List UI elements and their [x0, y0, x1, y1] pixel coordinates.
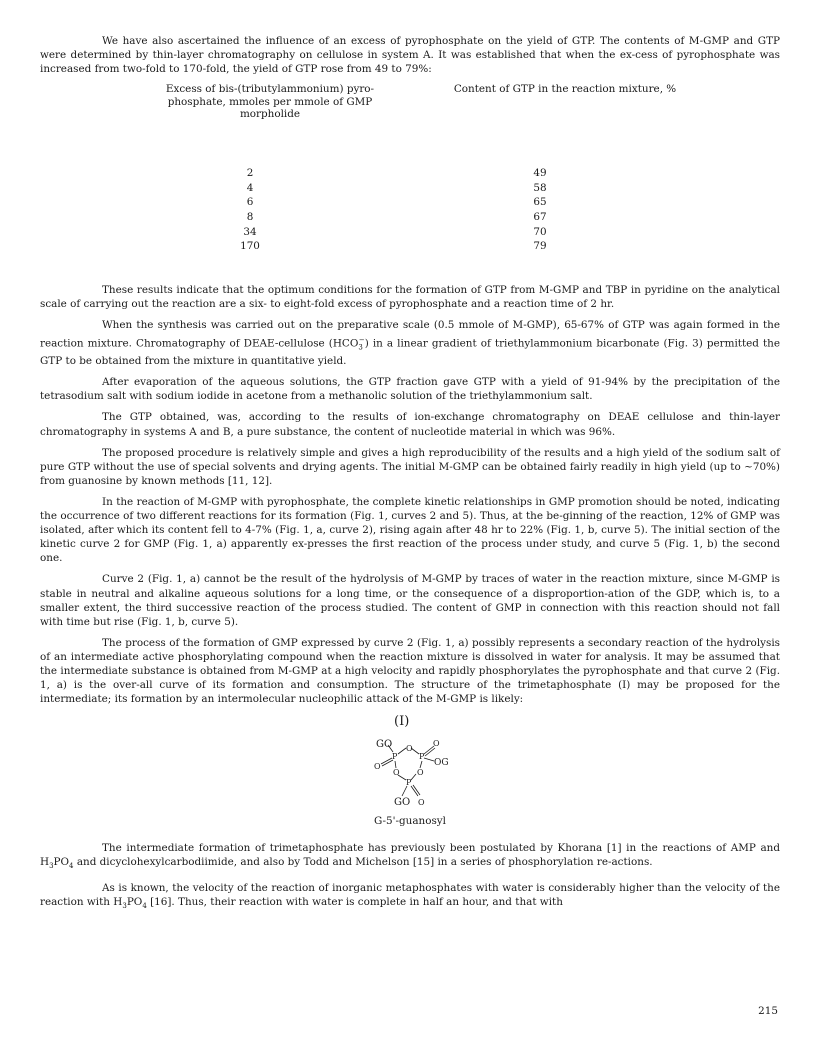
table-rows	[40, 167, 780, 255]
table-row	[40, 226, 780, 241]
atom-go-top: GO	[376, 739, 393, 751]
structure-drawing	[348, 713, 468, 813]
atom-go-bottom: GO	[394, 797, 411, 809]
paragraph-optimum: These results indicate that the optimum conditions for the formation of GTP from M-GMP and TBP in pyridine on the analytical scale of carrying out the reaction are a six- to eight-fold excess of pyrophosphate and a reaction time of 2 hr.	[40, 284, 780, 311]
paragraph-curve2: Curve 2 (Fig. 1, a) cannot be the result of the hydrolysis of M-GMP by traces of water in the reaction mixture, since M-GMP is stable in neutral and alkaline aqueous solutions for a long time, or the consequence of a disproportion-ation of the GDP, which is, to a smaller extent, the third successive reaction of the process studied. The content of GMP in connection with this reaction should not fall with time but rise (Fig. 1, b, curve 5).	[40, 573, 780, 628]
trimetaphosphate-structure	[40, 713, 780, 813]
pyrophosphate-table	[40, 83, 780, 277]
excess-cell: 2	[246, 167, 254, 180]
table-row	[40, 196, 780, 211]
excess-cell: 6	[246, 196, 254, 209]
gtp-cell: 58	[533, 181, 547, 194]
excess-cell: 170	[240, 240, 260, 253]
atom-p-right: P	[419, 752, 425, 762]
structure-label: (I)	[394, 714, 410, 730]
paragraph-preparative: When the synthesis was carried out on the preparative scale (0.5 mmole of M-GMP), 65-67% of GTP was again formed in the reaction mixture. Chromatography of DEAE-cellulose $(HCO_3^-)$ in a linear gradient of triethylammonium bicarbonate (Fig. 3) permitted the GTP to be obtained from the mixture in quantitative yield.	[40, 319, 781, 368]
paragraph-intermediate: The process of the formation of GMP expressed by curve 2 (Fig. 1, a) possibly represents a secondary reaction of the hydrolysis of an intermediate active phosphorylating compound when the reaction mixture is dissolved in water for analysis. It may be assumed that the intermediate substance is obtained from M-GMP at a high velocity and rapidly phosphorylates the pyrophosphate and that curve 2 (Fig. 1, a) is the over-all curve of its formation and consumption. The structure of the trimetaphosphate (I) may be proposed for the intermediate; its formation by an intermolecular nucleophilic attack of the M-GMP is likely:	[40, 636, 780, 706]
table-header-excess: Excess of bis-(tributylammonium) pyro-phosphate, mmoles per mmole of GMP morpholide	[165, 83, 375, 121]
paper-page	[40, 34, 780, 920]
atom-o-double-bottom: O	[418, 798, 425, 808]
gtp-cell: 65	[533, 196, 547, 209]
gtp-cell: 79	[533, 240, 547, 253]
atom-p-bottom: P	[406, 778, 412, 788]
atom-o-left: O	[393, 768, 400, 778]
gtp-cell: 67	[533, 211, 547, 224]
atom-p-left: P	[392, 752, 398, 762]
gtp-cell: 70	[533, 225, 547, 238]
atom-o-right: O	[417, 768, 424, 778]
excess-cell: 4	[246, 181, 254, 194]
paragraph-khorana: The intermediate formation of trimetaphosphate has previously been postulated by Khorana [1] in the reactions of AMP and $H_3PO_4$ and dicyclohexylcarbodiimide, and also by Todd and Michelson [15] in a series of phosphorylation re-actions.	[40, 842, 780, 871]
table-header-gtp: Content of GTP in the reaction mixture, %	[453, 83, 677, 96]
table-row	[40, 182, 780, 197]
paragraph-purity: The GTP obtained, was, according to the results of ion-exchange chromatography on DEAE cellulose and thin-layer chromatography in systems A and B, a pure substance, the content of nucleotide material in which was 96%.	[40, 411, 780, 438]
paragraph-procedure: The proposed procedure is relatively simple and gives a high reproducibility of the results and a high yield of the sodium salt of pure GTP without the use of special solvents and drying agents. The initial M-GMP can be obtained fairly readily in high yield (up to ~70%) from guanosine by known methods [11, 12].	[40, 446, 780, 487]
atom-og-right: OG	[434, 758, 449, 769]
atom-o-double-left: O	[374, 762, 381, 772]
table-row	[40, 211, 780, 226]
atom-o-top: O	[406, 744, 413, 754]
table-row	[40, 167, 780, 182]
page-number: 215	[758, 1005, 778, 1017]
paragraph-kinetics: In the reaction of M-GMP with pyrophosphate, the complete kinetic relationships in GMP promotion should be noted, indicating the occurrence of two different reactions for its formation (Fig. 1, curves 2 and 5). Thus, at the be-ginning of the reaction, 12% of GMP was isolated, after which its content fell to 4-7% (Fig. 1, a, curve 2), rising again after 48 hr to 22% (Fig. 1, b, curve 5). The initial section of the kinetic curve 2 for GMP (Fig. 1, a) apparently ex-presses the first reaction of the process under study, and curve 5 (Fig. 1, b) the second one.	[40, 495, 780, 565]
structure-caption: G-5'-guanosyl	[374, 815, 446, 828]
gtp-cell: 49	[533, 167, 547, 180]
atom-o-double-right: O	[433, 739, 440, 749]
paragraph-evaporation: After evaporation of the aqueous solutions, the GTP fraction gave GTP with a yield of 91-94% by the precipitation of the tetrasodium salt with sodium iodide in acetone from a methanolic solution of the triethylammonium salt.	[40, 376, 780, 403]
table-row	[40, 240, 780, 255]
excess-cell: 8	[246, 211, 254, 224]
excess-cell: 34	[243, 225, 257, 238]
paragraph-velocity: As is known, the velocity of the reaction of inorganic metaphosphates with water is considerably higher than the velocity of the reaction with $H_3PO_4$ [16]. Thus, their reaction with water is complete in half an hour, and that with	[40, 881, 780, 910]
paragraph-intro: We have also ascertained the influence of an excess of pyrophosphate on the yield of GTP. The contents of M-GMP and GTP were determined by thin-layer chromatography on cellulose in system A. It was established that when the ex-cess of pyrophosphate was increased from two-fold to 170-fold, the yield of GTP rose from 49 to 79%:	[40, 35, 780, 76]
